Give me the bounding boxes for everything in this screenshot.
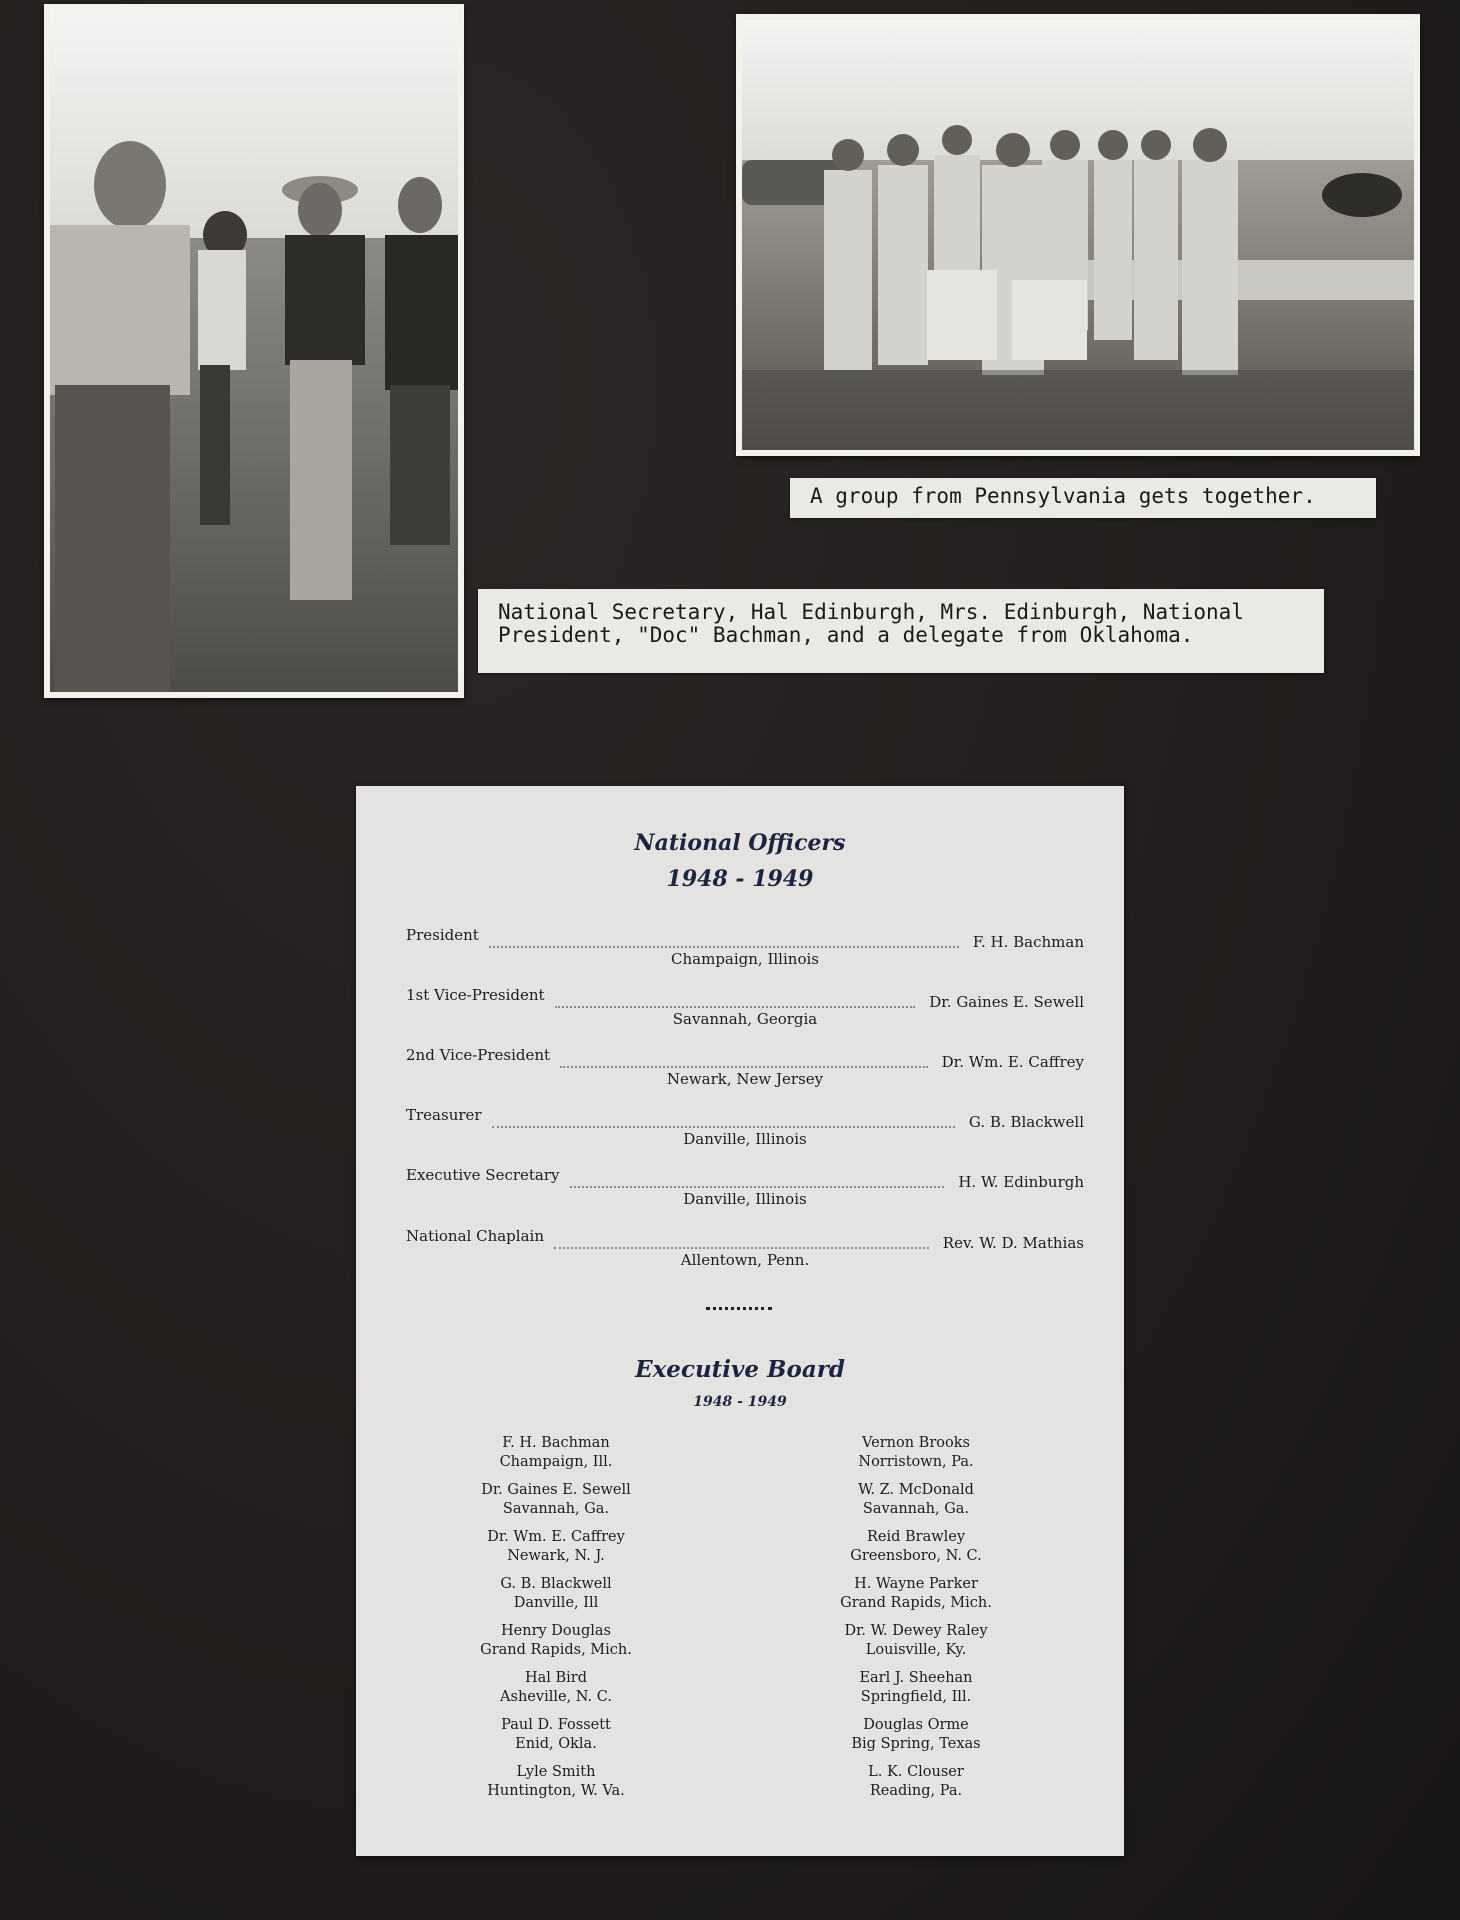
board-member-location: Enid, Okla. bbox=[515, 1736, 597, 1752]
section-divider bbox=[706, 1307, 772, 1314]
board-member bbox=[786, 1716, 1046, 1763]
officer-row bbox=[406, 1227, 1084, 1273]
officers-years: 1948 - 1949 bbox=[666, 866, 814, 892]
officer-row bbox=[406, 1046, 1084, 1092]
leader-dots bbox=[492, 1112, 955, 1128]
board-left-column bbox=[426, 1434, 686, 1810]
board-member-location: Huntington, W. Va. bbox=[487, 1783, 625, 1799]
board-member-location: Greensboro, N. C. bbox=[850, 1548, 982, 1564]
board-member-name: Henry Douglas bbox=[501, 1623, 611, 1639]
leader-dots bbox=[560, 1052, 928, 1068]
board-member-location: Grand Rapids, Mich. bbox=[840, 1595, 992, 1611]
board-member bbox=[426, 1481, 686, 1528]
leader-dots bbox=[554, 1233, 929, 1249]
board-member-location: Norristown, Pa. bbox=[858, 1454, 974, 1470]
board-member bbox=[426, 1763, 686, 1810]
board-member-name: Earl J. Sheehan bbox=[859, 1670, 973, 1686]
board-title: Executive Board bbox=[635, 1356, 845, 1383]
board-member bbox=[786, 1481, 1046, 1528]
board-member-location: Savannah, Ga. bbox=[502, 1501, 610, 1517]
board-member bbox=[426, 1669, 686, 1716]
left-photo-image bbox=[50, 10, 458, 692]
right-photo bbox=[736, 14, 1420, 456]
officer-role: 1st Vice-President bbox=[406, 986, 545, 1004]
board-member-name: Dr. W. Dewey Raley bbox=[844, 1623, 988, 1639]
board-member-location: Big Spring, Texas bbox=[851, 1736, 981, 1752]
board-member bbox=[786, 1434, 1046, 1481]
right-photo-caption: A group from Pennsylvania gets together. bbox=[790, 478, 1376, 518]
officer-row bbox=[406, 1166, 1084, 1212]
board-member bbox=[786, 1622, 1046, 1669]
officer-location: Champaign, Illinois bbox=[671, 950, 819, 968]
board-member-name: Douglas Orme bbox=[863, 1717, 969, 1733]
board-member-name: Dr. Wm. E. Caffrey bbox=[487, 1529, 625, 1545]
officer-name: Dr. Gaines E. Sewell bbox=[925, 993, 1084, 1011]
board-member bbox=[426, 1575, 686, 1622]
board-member-location: Louisville, Ky. bbox=[865, 1642, 967, 1658]
officer-location: Allentown, Penn. bbox=[680, 1251, 810, 1269]
officer-role: National Chaplain bbox=[406, 1227, 544, 1245]
officer-location: Danville, Illinois bbox=[683, 1190, 807, 1208]
board-member bbox=[786, 1575, 1046, 1622]
officer-role: 2nd Vice-President bbox=[406, 1046, 551, 1064]
board-member bbox=[426, 1528, 686, 1575]
officers-program-sheet bbox=[356, 786, 1124, 1856]
officer-role: Executive Secretary bbox=[406, 1166, 560, 1184]
board-member-name: W. Z. McDonald bbox=[858, 1482, 974, 1498]
board-years: 1948 - 1949 bbox=[693, 1394, 787, 1410]
board-member-location: Springfield, Ill. bbox=[860, 1689, 972, 1705]
officer-location: Danville, Illinois bbox=[683, 1130, 807, 1148]
officer-row bbox=[406, 1106, 1084, 1152]
board-member-location: Asheville, N. C. bbox=[500, 1689, 612, 1705]
officer-role: President bbox=[406, 926, 479, 944]
officers-title: National Officers bbox=[634, 830, 846, 856]
leader-dots bbox=[570, 1172, 944, 1188]
board-member-name: Paul D. Fossett bbox=[501, 1717, 611, 1733]
right-photo-image bbox=[742, 20, 1414, 450]
officer-name: Dr. Wm. E. Caffrey bbox=[938, 1053, 1084, 1071]
board-member-name: Vernon Brooks bbox=[862, 1435, 970, 1451]
leader-dots bbox=[489, 932, 959, 948]
board-member-name: Lyle Smith bbox=[516, 1764, 596, 1780]
board-right-column bbox=[786, 1434, 1046, 1810]
board-member bbox=[786, 1763, 1046, 1810]
board-member-name: Hal Bird bbox=[524, 1670, 588, 1686]
officer-role: Treasurer bbox=[406, 1106, 482, 1124]
officer-name: F. H. Bachman bbox=[969, 933, 1084, 951]
leader-dots bbox=[555, 992, 915, 1008]
board-member-name: F. H. Bachman bbox=[502, 1435, 610, 1451]
board-member bbox=[426, 1434, 686, 1481]
board-member bbox=[786, 1669, 1046, 1716]
left-photo bbox=[44, 4, 464, 698]
board-member-name: H. Wayne Parker bbox=[854, 1576, 978, 1592]
officer-name: H. W. Edinburgh bbox=[954, 1173, 1084, 1191]
board-member-location: Savannah, Ga. bbox=[862, 1501, 970, 1517]
board-member bbox=[786, 1528, 1046, 1575]
board-member-location: Newark, N. J. bbox=[507, 1548, 605, 1564]
board-member-location: Champaign, Ill. bbox=[499, 1454, 613, 1470]
board-member-location: Grand Rapids, Mich. bbox=[480, 1642, 632, 1658]
left-photo-caption: National Secretary, Hal Edinburgh, Mrs. Edinburgh, National President, "Doc" Bachman, and a delegate from Oklahoma. bbox=[478, 589, 1324, 673]
officer-location: Newark, New Jersey bbox=[666, 1070, 824, 1088]
board-member-name: L. K. Clouser bbox=[868, 1764, 964, 1780]
board-member-name: Dr. Gaines E. Sewell bbox=[481, 1482, 631, 1498]
officer-row bbox=[406, 986, 1084, 1032]
officer-location: Savannah, Georgia bbox=[672, 1010, 818, 1028]
officer-name: G. B. Blackwell bbox=[965, 1113, 1084, 1131]
board-member-location: Danville, Ill bbox=[513, 1595, 599, 1611]
board-member bbox=[426, 1622, 686, 1669]
officer-row bbox=[406, 926, 1084, 972]
officer-name: Rev. W. D. Mathias bbox=[939, 1234, 1084, 1252]
board-member-location: Reading, Pa. bbox=[869, 1783, 963, 1799]
board-member-name: Reid Brawley bbox=[866, 1529, 966, 1545]
board-member-name: G. B. Blackwell bbox=[500, 1576, 612, 1592]
board-member bbox=[426, 1716, 686, 1763]
